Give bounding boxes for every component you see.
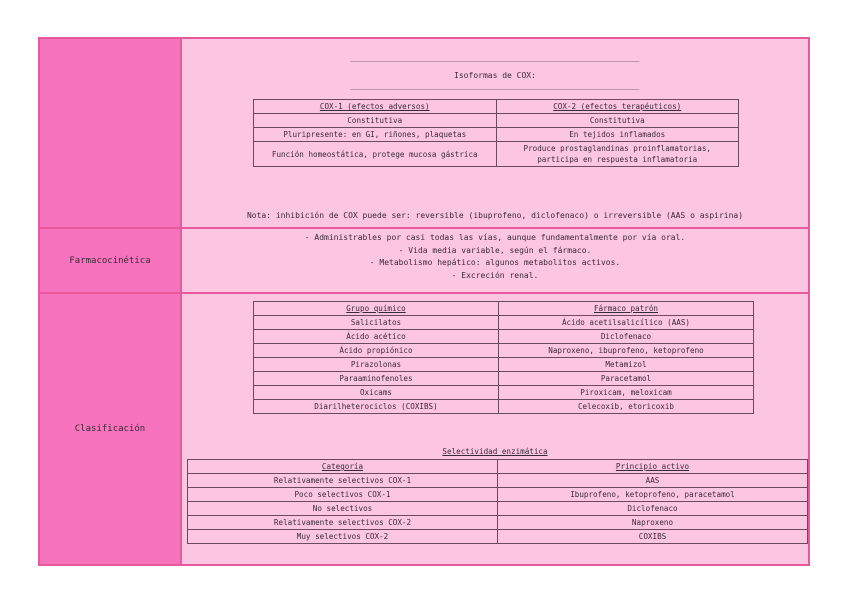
- table-row: [188, 488, 808, 502]
- cell: En tejidos inflamados: [496, 128, 739, 142]
- cell: Relativamente selectivos COX-2: [188, 516, 498, 530]
- clasificacion-cell: [182, 294, 808, 564]
- top-rule: ____________________________________________________________: [350, 53, 640, 62]
- cell: Oxicams: [254, 386, 499, 400]
- table-row: [254, 114, 739, 128]
- farmacocinetica-label: Farmacocinética: [40, 229, 182, 292]
- table-row: [188, 516, 808, 530]
- list-item: - Metabolismo hepático: algunos metabolitos activos.: [369, 258, 621, 267]
- table-row: [254, 330, 754, 344]
- cell: Diclofenaco: [499, 330, 754, 344]
- cell: Función homeostática, protege mucosa gástrica: [254, 142, 497, 167]
- cell: Ácido propiónico: [254, 344, 499, 358]
- main-table: [38, 37, 810, 566]
- farmaco-header: Fármaco patrón: [499, 302, 754, 316]
- cell: AAS: [498, 474, 808, 488]
- cell: Constitutiva: [254, 114, 497, 128]
- row-farmacocinetica: [40, 229, 808, 294]
- table-row: [254, 316, 754, 330]
- cell: Naproxeno: [498, 516, 808, 530]
- list-item: - Vida media variable, según el fármaco.: [398, 245, 592, 255]
- table-row: [254, 358, 754, 372]
- cell: Diarilheterociclos (COXIBS): [254, 400, 499, 414]
- cell: Diclofenaco: [498, 502, 808, 516]
- cell: Constitutiva: [496, 114, 739, 128]
- cell: Paraaminofenoles: [254, 372, 499, 386]
- cox-table: [253, 99, 739, 167]
- cell: Poco selectivos COX-1: [188, 488, 498, 502]
- table-row: [188, 530, 808, 544]
- selectividad-table: [187, 459, 808, 544]
- inhibition-note: Nota: inhibición de COX puede ser: reversible (ibuprofeno, diclofenaco) o irreversible (AAS o aspirina): [246, 211, 744, 220]
- cell: Ácido acético: [254, 330, 499, 344]
- cell: Ácido acetilsalicílico (AAS): [499, 316, 754, 330]
- table-row: [254, 372, 754, 386]
- cell: Pluripresente: en GI, riñones, plaquetas: [254, 128, 497, 142]
- cell: Paracetamol: [499, 372, 754, 386]
- selectividad-title: Selectividad enzimática: [442, 447, 548, 456]
- cell: Produce prostaglandinas proinflamatorias, participa en respuesta inflamatoria: [496, 142, 739, 167]
- isoformas-title: Isoformas de COX:: [454, 71, 536, 80]
- categoria-header: Categoría: [188, 460, 498, 474]
- cox2-header: COX-2 (efectos terapéuticos): [496, 100, 739, 114]
- bottom-rule: ____________________________________________________________: [350, 81, 640, 90]
- cell: Relativamente selectivos COX-1: [188, 474, 498, 488]
- table-row: [254, 344, 754, 358]
- grupo-quimico-table: [253, 301, 754, 414]
- cell: Metamizol: [499, 358, 754, 372]
- table-row: [254, 142, 739, 167]
- cox1-header: COX-1 (efectos adversos): [254, 100, 497, 114]
- list-item: - Excreción renal.: [451, 270, 539, 280]
- table-row: [188, 474, 808, 488]
- cell: Celecoxib, etoricoxib: [499, 400, 754, 414]
- cell: Piroxicam, meloxicam: [499, 386, 754, 400]
- principio-header: Principio activo: [498, 460, 808, 474]
- clasificacion-label: Clasificación: [40, 294, 182, 564]
- grupo-header: Grupo químico: [254, 302, 499, 316]
- cell: Ibuprofeno, ketoprofeno, paracetamol: [498, 488, 808, 502]
- row-isoformas: [40, 39, 808, 229]
- isoformas-cell: [182, 39, 808, 227]
- table-row: [254, 128, 739, 142]
- cell: No selectivos: [188, 502, 498, 516]
- table-row: [254, 386, 754, 400]
- cell: Salicilatos: [254, 316, 499, 330]
- cell: Naproxeno, ibuprofeno, ketoprofeno: [499, 344, 754, 358]
- table-row: [188, 502, 808, 516]
- label-cell-empty: [40, 39, 182, 227]
- table-row: [254, 400, 754, 414]
- farmacocinetica-cell: [182, 229, 808, 292]
- cell: Muy selectivos COX-2: [188, 530, 498, 544]
- cell: Pirazolonas: [254, 358, 499, 372]
- cell: COXIBS: [498, 530, 808, 544]
- list-item: - Administrables por casi todas las vías, aunque fundamentalmente por vía oral.: [304, 233, 686, 242]
- row-clasificacion: [40, 294, 808, 564]
